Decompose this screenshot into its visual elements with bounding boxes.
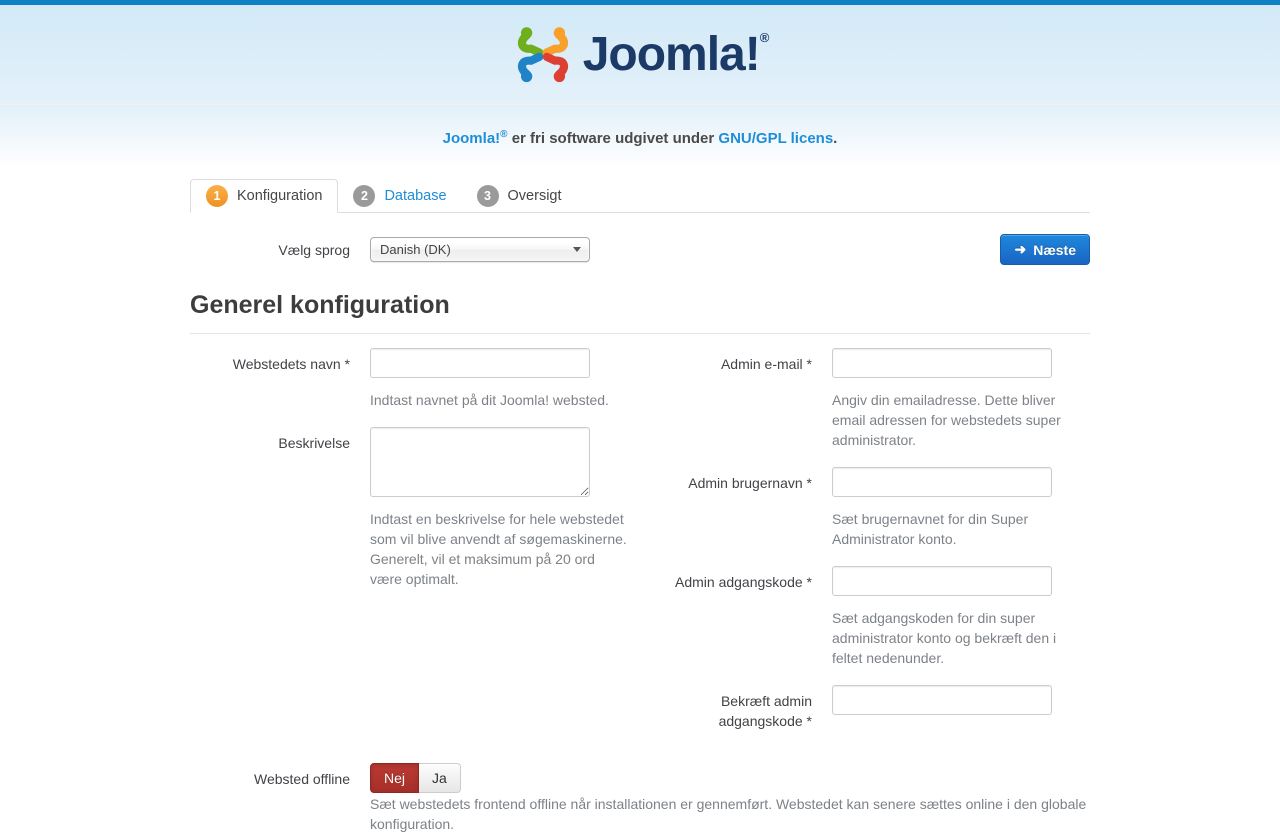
language-selected-value: Danish (DK)	[380, 242, 451, 257]
admin-email-label: Admin e-mail *	[720, 356, 812, 372]
admin-password-group	[640, 566, 1090, 668]
configuration-form	[190, 348, 1090, 748]
description-textarea[interactable]	[370, 427, 590, 497]
step-3-badge: 3	[477, 185, 499, 207]
offline-yes-button[interactable]: Ja	[419, 763, 461, 793]
confirm-password-label: Bekræft admin adgangskode *	[718, 693, 812, 729]
tagline-text: er fri software udgivet under	[507, 130, 719, 147]
registered-mark: ®	[759, 29, 770, 45]
site-offline-label: Websted offline	[254, 771, 350, 787]
site-name-help: Indtast navnet på dit Joomla! websted.	[370, 392, 609, 408]
confirm-password-group	[640, 685, 1090, 731]
admin-email-group	[640, 348, 1090, 450]
admin-username-label: Admin brugernavn *	[688, 475, 812, 491]
confirm-password-input[interactable]	[832, 685, 1052, 715]
site-name-input[interactable]	[370, 348, 590, 378]
admin-email-input[interactable]	[832, 348, 1052, 378]
tab-label-database: Database	[384, 188, 447, 204]
header	[0, 5, 1280, 105]
language-label: Vælg sprog	[278, 241, 350, 258]
admin-password-help: Sæt adgangskoden for din super administrator konto og bekræft den i feltet nedenunder.	[832, 610, 1057, 666]
form-column-left	[190, 348, 640, 748]
tab-database[interactable]	[338, 179, 461, 213]
next-button-label: Næste	[1033, 241, 1076, 258]
joomla-wordmark: Joomla!	[582, 27, 760, 81]
step-tabs	[190, 179, 1090, 213]
form-column-right	[640, 348, 1090, 748]
language-select[interactable]	[370, 237, 590, 262]
tagline-joomla-link[interactable]: Joomla!®	[442, 129, 508, 147]
tagline-period: .	[833, 130, 838, 147]
offline-no-button[interactable]: Nej	[370, 763, 419, 793]
admin-password-label: Admin adgangskode *	[675, 574, 812, 590]
site-offline-group	[190, 763, 1090, 834]
main-content	[190, 179, 1090, 834]
step-1-badge: 1	[206, 185, 228, 207]
tab-label-oversigt: Oversigt	[507, 188, 562, 204]
site-offline-toggle	[370, 763, 461, 793]
tagline	[0, 105, 1280, 147]
step-2-badge: 2	[353, 185, 375, 207]
admin-username-input[interactable]	[832, 467, 1052, 497]
description-help: Indtast en beskrivelse for hele webstedet som vil blive anvendt af søgemaskinerne. Generelt, vil et maksimum på 20 ord være optimalt.	[370, 511, 627, 587]
page-title: Generel konfiguration	[190, 291, 450, 319]
description-group	[190, 427, 640, 589]
site-name-label: Webstedets navn *	[232, 356, 350, 372]
subheader	[0, 105, 1280, 179]
chevron-down-icon	[573, 247, 581, 252]
site-name-group	[190, 348, 640, 410]
tab-oversigt	[462, 179, 577, 213]
section-divider	[190, 333, 1090, 334]
admin-username-group	[640, 467, 1090, 549]
tagline-gnu-gpl-link[interactable]: GNU/GPL licens	[718, 130, 834, 147]
admin-username-help: Sæt brugernavnet for din Super Administrator konto.	[832, 511, 1029, 547]
right-arrow-icon: ➜	[1014, 241, 1027, 257]
description-label: Beskrivelse	[278, 435, 350, 451]
next-button[interactable]	[1000, 234, 1090, 265]
tab-konfiguration[interactable]	[190, 179, 338, 213]
joomla-symbol-icon	[511, 26, 575, 84]
admin-password-input[interactable]	[832, 566, 1052, 596]
site-offline-help: Sæt webstedets frontend offline når installationen er gennemført. Webstedet kan senere sættes online i den globale konfiguration.	[370, 796, 1087, 832]
joomla-logo	[511, 26, 770, 84]
admin-email-help: Angiv din emailadresse. Dette bliver email adressen for webstedets super administrator.	[832, 392, 1061, 448]
tab-label-konfiguration: Konfiguration	[237, 188, 323, 204]
language-row	[190, 234, 1090, 265]
